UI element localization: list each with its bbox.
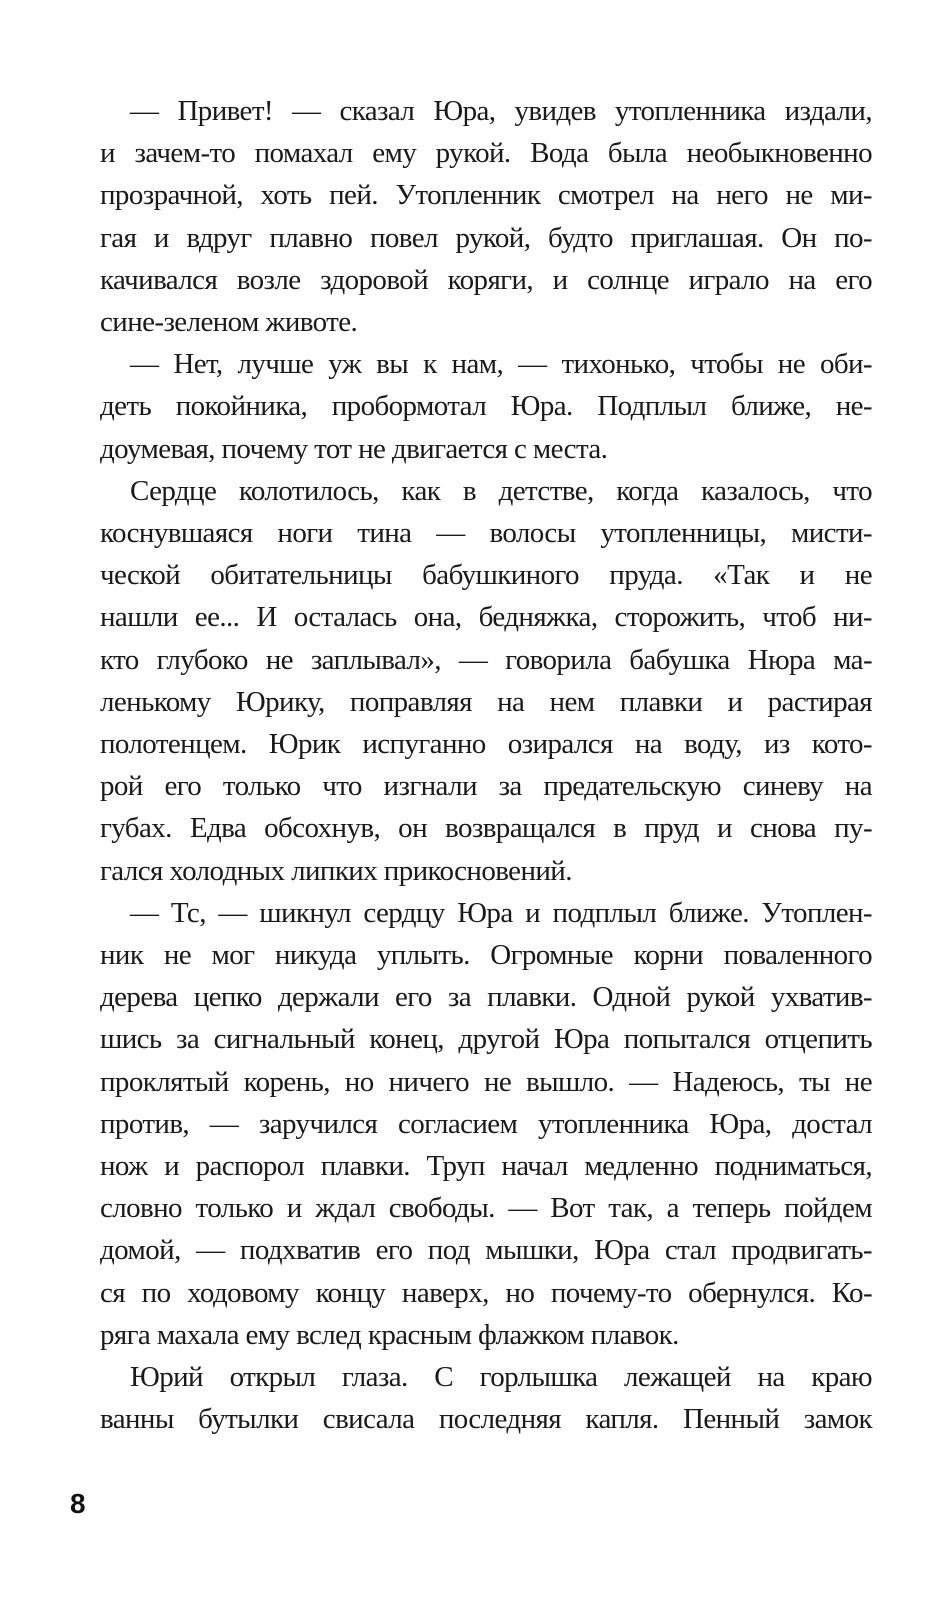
text-line: доумевая, почему тот не двигается с места. [100, 432, 608, 465]
text-line: против, — заручился согласием утопленника Юра, достал [100, 1107, 872, 1140]
text-line: — Нет, лучше уж вы к нам, — тихонько, чтобы не оби- [130, 348, 872, 381]
text-line: ческой обитательницы бабушкиного пруда. «Так и не [100, 559, 872, 592]
text-line: проклятый корень, но ничего не вышло. — Надеюсь, ты не [100, 1065, 872, 1098]
page-body-text [100, 90, 872, 1441]
text-line: нашли ее... И осталась она, бедняжка, сторожить, чтоб ни- [100, 601, 872, 634]
text-line: ник не мог никуда уплыть. Огромные корни поваленного [100, 939, 872, 972]
text-line: гался холодных липких прикосновений. [100, 854, 572, 887]
text-line: — Привет! — сказал Юра, увидев утопленника издали, [130, 95, 872, 127]
text-line: Сердце колотилось, как в детстве, когда казалось, что [130, 474, 872, 507]
text-line: словно только и ждал свободы. — Вот так, а теперь пойдем [100, 1192, 872, 1225]
text-line: Юрий открыл глаза. С горлышка лежащей на краю [130, 1361, 872, 1394]
paragraph [100, 90, 872, 343]
text-line: домой, — подхватив его под мышки, Юра стал продвигать- [100, 1234, 872, 1267]
text-line: и зачем-то помахал ему рукой. Вода была необыкновенно [100, 137, 872, 170]
text-line: прозрачной, хоть пей. Утопленник смотрел на него не ми- [100, 179, 872, 212]
text-line: ленькому Юрику, поправляя на нем плавки и растирая [100, 685, 872, 718]
text-line: гая и вдруг плавно повел рукой, будто приглашая. Он по- [100, 221, 872, 254]
text-line: кто глубоко не заплывал», — говорила бабушка Нюра ма- [100, 643, 872, 676]
text-line: губах. Едва обсохнув, он возвращался в пруд и снова пу- [100, 812, 872, 845]
paragraph [100, 892, 872, 1356]
text-line: нож и распорол плавки. Труп начал медленно подниматься, [100, 1150, 872, 1183]
paragraph [100, 1356, 872, 1440]
text-line: — Тс, — шикнул сердцу Юра и подплыл ближе. Утоплен- [130, 896, 872, 929]
text-line: рой его только что изгнали за предательскую синеву на [100, 770, 872, 803]
paragraph [100, 470, 872, 892]
text-line: сине-зеленом животе. [100, 306, 358, 339]
text-line: качивался возле здоровой коряги, и солнце играло на его [100, 263, 872, 296]
text-line: шись за сигнальный конец, другой Юра попытался отцепить [100, 1023, 872, 1056]
text-line: коснувшаяся ноги тина — волосы утопленницы, мисти- [100, 517, 872, 550]
paragraph [100, 343, 872, 470]
page-number: 8 [70, 1488, 86, 1519]
text-line: ся по ходовому концу наверх, но почему-то обернулся. Ко- [100, 1276, 872, 1309]
text-line: дерева цепко держали его за плавки. Одной рукой ухватив- [100, 981, 872, 1014]
text-line: деть покойника, пробормотал Юра. Подплыл ближе, не- [100, 390, 872, 423]
text-line: ряга махала ему вслед красным флажком плавок. [100, 1318, 679, 1351]
text-line: полотенцем. Юрик испуганно озирался на воду, из кото- [100, 728, 872, 761]
text-line: ванны бутылки свисала последняя капля. Пенный замок [100, 1403, 872, 1436]
